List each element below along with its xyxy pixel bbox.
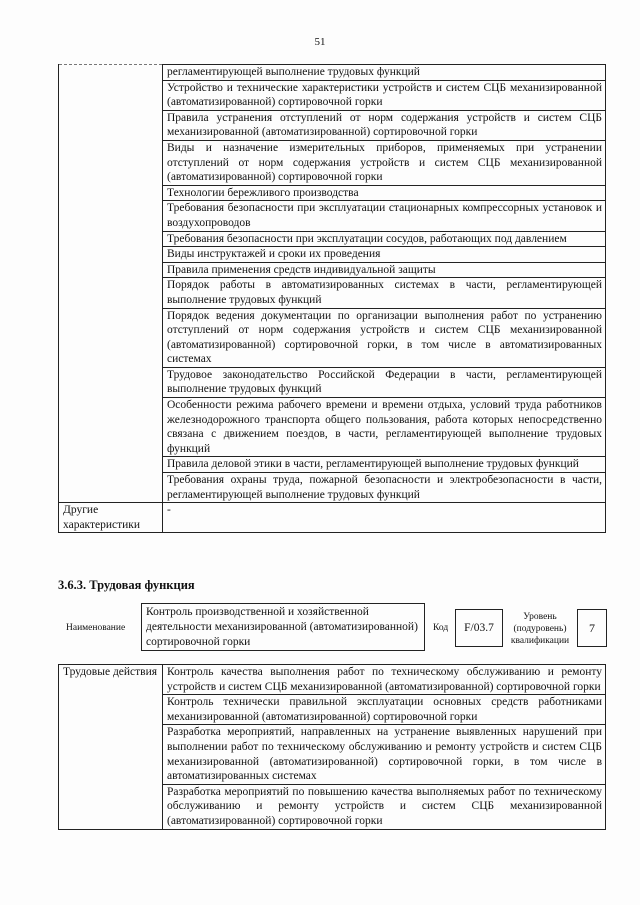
requirement-text: Порядок ведения документации по организации выполнения работ по устранению отступлений от норм содержания устройств и систем СЦБ механизированной (автоматизированной) сортировочной горки, в том числе в автоматизированных системах [163,308,606,367]
requirement-text: Правила применения средств индивидуальной защиты [163,262,606,278]
section-heading: 3.6.3. Трудовая функция [58,578,195,592]
table-row [59,503,606,533]
continuation-label-cell [59,65,163,503]
code-label: Код [433,623,449,633]
table-row [59,65,606,81]
action-text: Контроль технически правильной эксплуатации основных средств работниками механизированной (автоматизированной) сортировочной горки [163,695,606,725]
requirement-text: Правила деловой этики в части, регламентирующей выполнение трудовых функций [163,457,606,473]
other-characteristics-label: Другие характеристики [59,503,163,533]
page-number: 51 [314,36,326,48]
requirement-text: Виды и назначение измерительных приборов, применяемых при устранении отступлений от норм содержания устройств и систем СЦБ механизированной (автоматизированной) сортировочной горки [163,140,606,185]
requirement-text: Правила устранения отступлений от норм содержания устройств и систем СЦБ механизированной (автоматизированной) сортировочной горки [163,110,606,140]
requirement-text: Виды инструктажей и сроки их проведения [163,247,606,263]
requirement-text: Требования безопасности при эксплуатации стационарных компрессорных установок и воздухопроводов [163,201,606,231]
actions-label: Трудовые действия [59,665,163,830]
action-text: Разработка мероприятий по повышению качества выполняемых работ по техническому обслуживанию и ремонту устройств и систем СЦБ механизированной (автоматизированной) сортировочной горки [163,784,606,829]
level-box: 7 [577,609,607,647]
requirement-text: Порядок работы в автоматизированных системах в части, регламентирующей выполнение трудовых функций [163,278,606,308]
action-text: Контроль качества выполнения работ по техническому обслуживанию и ремонту устройств и систем СЦБ механизированной (автоматизированной) сортировочной горки [163,665,606,695]
other-characteristics-value: - [163,503,606,533]
table-row [59,665,606,695]
name-label: Наименование [66,623,126,633]
requirement-text: Требования безопасности при эксплуатации сосудов, работающих под давлением [163,231,606,247]
requirement-text: Требования охраны труда, пожарной безопасности и электробезопасности в части, регламентирующей выполнение трудовых функций [163,473,606,503]
action-text: Разработка мероприятий, направленных на устранение выявленных нарушений при выполнении работ по техническому обслуживанию и ремонту устройств и систем СЦБ механизированной (автоматизированной) сортировочной горки, в том числе в автоматизированных системах [163,725,606,784]
code-box: F/03.7 [455,609,503,647]
requirement-text: Технологии бережливого производства [163,185,606,201]
requirement-text: Трудовое законодательство Российской Федерации в части, регламентирующей выполнение трудовых функций [163,367,606,397]
actions-table [58,664,606,830]
requirement-text: Особенности режима рабочего времени и времени отдыха, условий труда работников железнодорожного транспорта общего пользования, работа которых непосредственно связана с движением поездов, в части, регламентирующей выполнение трудовых функций [163,398,606,457]
requirement-text: Устройство и технические характеристики устройств и систем СЦБ механизированной (автоматизированной) сортировочной горки [163,80,606,110]
requirement-text: регламентирующей выполнение трудовых функций [163,65,606,81]
requirements-table [58,64,606,533]
function-name-box: Контроль производственной и хозяйственной деятельности механизированной (автоматизированной) сортировочной горки [141,603,425,651]
requirements-body [59,65,606,533]
actions-body [59,665,606,830]
level-label: Уровень (подуровень) квалификации [510,612,570,646]
